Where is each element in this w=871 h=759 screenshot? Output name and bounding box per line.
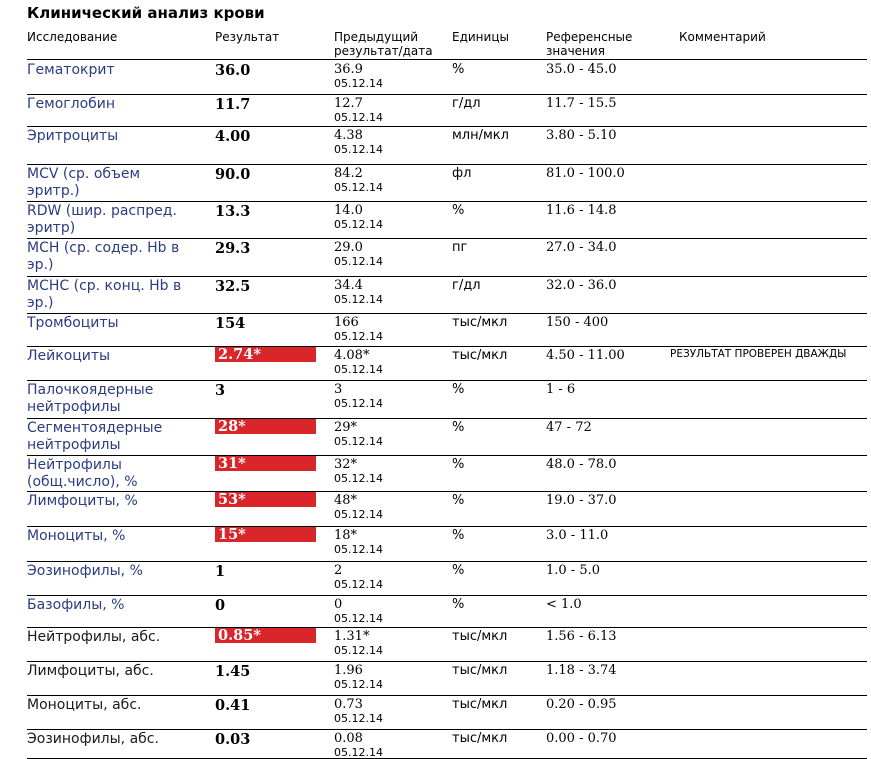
reference-range: 19.0 - 37.0 <box>546 493 617 508</box>
test-name-line1: Нейтрофилы <box>27 457 122 473</box>
test-name-line1: Моноциты, абс. <box>27 697 142 713</box>
report-title: Клинический анализ крови <box>27 4 265 22</box>
result-value: 0.41 <box>215 697 251 714</box>
table-row <box>27 238 867 277</box>
previous-result-date: 05.12.14 <box>334 712 383 725</box>
previous-result: 29.0 <box>334 240 363 255</box>
previous-result-date: 05.12.14 <box>334 218 383 231</box>
units: пг <box>452 240 468 255</box>
test-name-line1: Палочкоядерные <box>27 382 154 398</box>
result-value: 3 <box>215 382 226 399</box>
table-row <box>27 418 867 456</box>
units: г/дл <box>452 96 481 111</box>
table-row <box>27 164 867 202</box>
table-row <box>27 455 867 492</box>
reference-range: < 1.0 <box>546 597 582 612</box>
reference-range: 81.0 - 100.0 <box>546 166 625 181</box>
previous-result-date: 05.12.14 <box>334 330 383 343</box>
units: г/дл <box>452 278 481 293</box>
units: фл <box>452 166 472 181</box>
previous-result: 18* <box>334 528 358 543</box>
result-value-abnormal: 31* <box>215 456 316 471</box>
header-units: Единицы <box>452 30 509 44</box>
previous-result-date: 05.12.14 <box>334 644 383 657</box>
test-name[interactable] <box>27 128 207 145</box>
test-name-line1: Нейтрофилы, абс. <box>27 629 161 645</box>
previous-result: 29* <box>334 420 358 435</box>
units: % <box>452 457 465 472</box>
units: тыс/мкл <box>452 629 508 644</box>
reference-range: 47 - 72 <box>546 420 592 435</box>
table-row <box>27 526 867 562</box>
result-value: 4.00 <box>215 128 251 145</box>
reference-range: 150 - 400 <box>546 315 609 330</box>
test-name-line1: Гематокрит <box>27 62 115 78</box>
units: тыс/мкл <box>452 663 508 678</box>
test-name[interactable] <box>27 597 207 614</box>
result-value: 154 <box>215 315 246 332</box>
units: % <box>452 420 465 435</box>
test-name-line1: MCH (ср. содер. Hb в <box>27 240 180 256</box>
previous-result: 12.7 <box>334 96 363 111</box>
test-name-line2: эритр) <box>27 220 76 236</box>
reference-range: 32.0 - 36.0 <box>546 278 617 293</box>
table-row <box>27 729 867 759</box>
units: % <box>452 563 465 578</box>
test-name[interactable] <box>27 96 207 113</box>
units: % <box>452 493 465 508</box>
test-name-line1: Эозинофилы, абс. <box>27 731 159 747</box>
table-row <box>27 695 867 730</box>
previous-result-date: 05.12.14 <box>334 77 383 90</box>
previous-result: 32* <box>334 457 358 472</box>
table-row <box>27 346 867 381</box>
test-name[interactable] <box>27 420 207 454</box>
reference-range: 0.00 - 0.70 <box>546 731 617 746</box>
table-row <box>27 94 867 127</box>
previous-result: 3 <box>334 382 343 397</box>
test-name-line1: Гемоглобин <box>27 96 116 112</box>
test-name[interactable] <box>27 278 207 312</box>
result-value: 13.3 <box>215 203 251 220</box>
previous-result: 48* <box>334 493 358 508</box>
table-row <box>27 126 867 165</box>
test-name-line2: (общ.число), % <box>27 474 138 490</box>
header-comment: Комментарий <box>679 30 766 44</box>
previous-result: 36.9 <box>334 62 363 77</box>
previous-result-date: 05.12.14 <box>334 255 383 268</box>
result-value-abnormal: 53* <box>215 492 316 507</box>
table-row <box>27 60 867 95</box>
header-previous-line1: Предыдущий <box>334 30 419 44</box>
table-row <box>27 561 867 596</box>
previous-result: 166 <box>334 315 359 330</box>
test-name-line2: эр.) <box>27 295 54 311</box>
result-value: 11.7 <box>215 96 251 113</box>
reference-range: 1.0 - 5.0 <box>546 563 601 578</box>
test-name-line1: RDW (шир. распред. <box>27 203 177 219</box>
units: млн/мкл <box>452 128 509 143</box>
test-name-line1: Эритроциты <box>27 128 119 144</box>
header-previous-line2: результат/дата <box>334 44 433 58</box>
table-row <box>27 201 867 239</box>
header-reference-line2: значения <box>546 44 605 58</box>
test-name-line2: эритр.) <box>27 183 80 199</box>
previous-result: 34.4 <box>334 278 363 293</box>
previous-result-date: 05.12.14 <box>334 543 383 556</box>
test-name-line2: эр.) <box>27 257 54 273</box>
units: % <box>452 597 465 612</box>
reference-range: 3.0 - 11.0 <box>546 528 609 543</box>
previous-result: 0.08 <box>334 731 363 746</box>
test-name-line2: нейтрофилы <box>27 399 121 415</box>
result-value: 1 <box>215 563 226 580</box>
units: % <box>452 528 465 543</box>
test-name-line1: Моноциты, % <box>27 528 126 544</box>
test-name[interactable] <box>27 166 207 200</box>
reference-range: 35.0 - 45.0 <box>546 62 617 77</box>
test-name <box>27 663 207 680</box>
result-value: 1.45 <box>215 663 251 680</box>
reference-range: 11.7 - 15.5 <box>546 96 617 111</box>
previous-result: 14.0 <box>334 203 363 218</box>
test-name[interactable] <box>27 528 207 545</box>
previous-result-date: 05.12.14 <box>334 612 383 625</box>
table-row <box>27 276 867 314</box>
reference-range: 1.56 - 6.13 <box>546 629 617 644</box>
units: тыс/мкл <box>452 315 508 330</box>
test-name-line1: Лимфоциты, % <box>27 493 138 509</box>
table-row <box>27 491 867 527</box>
previous-result: 2 <box>334 563 343 578</box>
result-value: 29.3 <box>215 240 251 257</box>
result-value: 36.0 <box>215 62 251 79</box>
header-test: Исследование <box>27 30 118 44</box>
test-name-line1: Сегментоядерные <box>27 420 163 436</box>
units: тыс/мкл <box>452 731 508 746</box>
reference-range: 11.6 - 14.8 <box>546 203 617 218</box>
table-row <box>27 661 867 696</box>
previous-result: 0.73 <box>334 697 363 712</box>
test-name-line2: нейтрофилы <box>27 437 121 453</box>
test-name-line1: Базофилы, % <box>27 597 125 613</box>
table-row <box>27 595 867 628</box>
test-name-line1: Лимфоциты, абс. <box>27 663 154 679</box>
comment: РЕЗУЛЬТАТ ПРОВЕРЕН ДВАЖДЫ <box>670 348 847 360</box>
result-value: 32.5 <box>215 278 251 295</box>
result-value-abnormal: 15* <box>215 527 316 542</box>
reference-range: 0.20 - 0.95 <box>546 697 617 712</box>
test-name[interactable] <box>27 240 207 274</box>
units: % <box>452 203 465 218</box>
reference-range: 3.80 - 5.10 <box>546 128 617 143</box>
test-name[interactable] <box>27 457 207 491</box>
table-row <box>27 627 867 662</box>
previous-result-date: 05.12.14 <box>334 363 383 376</box>
result-value-abnormal: 0.85* <box>215 628 316 643</box>
test-name[interactable] <box>27 62 207 79</box>
units: тыс/мкл <box>452 348 508 363</box>
previous-result: 4.08* <box>334 348 370 363</box>
test-name[interactable] <box>27 348 207 365</box>
result-value: 90.0 <box>215 166 251 183</box>
test-name-line1: Лейкоциты <box>27 348 111 364</box>
reference-range: 4.50 - 11.00 <box>546 348 625 363</box>
previous-result: 1.96 <box>334 663 363 678</box>
header-previous <box>334 30 433 58</box>
previous-result-date: 05.12.14 <box>334 472 383 485</box>
previous-result-date: 05.12.14 <box>334 143 383 156</box>
previous-result: 0 <box>334 597 343 612</box>
test-name-line1: MCV (ср. объем <box>27 166 141 182</box>
test-name[interactable] <box>27 382 207 416</box>
result-value: 0 <box>215 597 226 614</box>
previous-result-date: 05.12.14 <box>334 678 383 691</box>
previous-result-date: 05.12.14 <box>334 508 383 521</box>
table-row <box>27 313 867 347</box>
test-name[interactable] <box>27 563 207 580</box>
previous-result-date: 05.12.14 <box>334 111 383 124</box>
result-value-abnormal: 2.74* <box>215 347 316 362</box>
header-reference <box>546 30 632 58</box>
header-reference-line1: Референсные <box>546 30 633 44</box>
units: тыс/мкл <box>452 697 508 712</box>
previous-result-date: 05.12.14 <box>334 397 383 410</box>
test-name <box>27 731 207 748</box>
test-name[interactable] <box>27 203 207 237</box>
test-name[interactable] <box>27 493 207 510</box>
header-result: Результат <box>215 30 280 44</box>
previous-result: 84.2 <box>334 166 363 181</box>
table-row <box>27 380 867 419</box>
reference-range: 48.0 - 78.0 <box>546 457 617 472</box>
test-name[interactable] <box>27 315 207 332</box>
test-name-line1: Эозинофилы, % <box>27 563 143 579</box>
result-value: 0.03 <box>215 731 251 748</box>
reference-range: 1 - 6 <box>546 382 576 397</box>
previous-result-date: 05.12.14 <box>334 578 383 591</box>
previous-result-date: 05.12.14 <box>334 293 383 306</box>
test-name-line1: MCHC (ср. конц. Hb в <box>27 278 182 294</box>
test-name <box>27 697 207 714</box>
previous-result-date: 05.12.14 <box>334 435 383 448</box>
reference-range: 1.18 - 3.74 <box>546 663 617 678</box>
test-name-line1: Тромбоциты <box>27 315 119 331</box>
previous-result-date: 05.12.14 <box>334 181 383 194</box>
units: % <box>452 382 465 397</box>
previous-result: 1.31* <box>334 629 370 644</box>
previous-result-date: 05.12.14 <box>334 746 383 759</box>
units: % <box>452 62 465 77</box>
test-name <box>27 629 207 646</box>
previous-result: 4.38 <box>334 128 363 143</box>
result-value-abnormal: 28* <box>215 419 316 434</box>
reference-range: 27.0 - 34.0 <box>546 240 617 255</box>
